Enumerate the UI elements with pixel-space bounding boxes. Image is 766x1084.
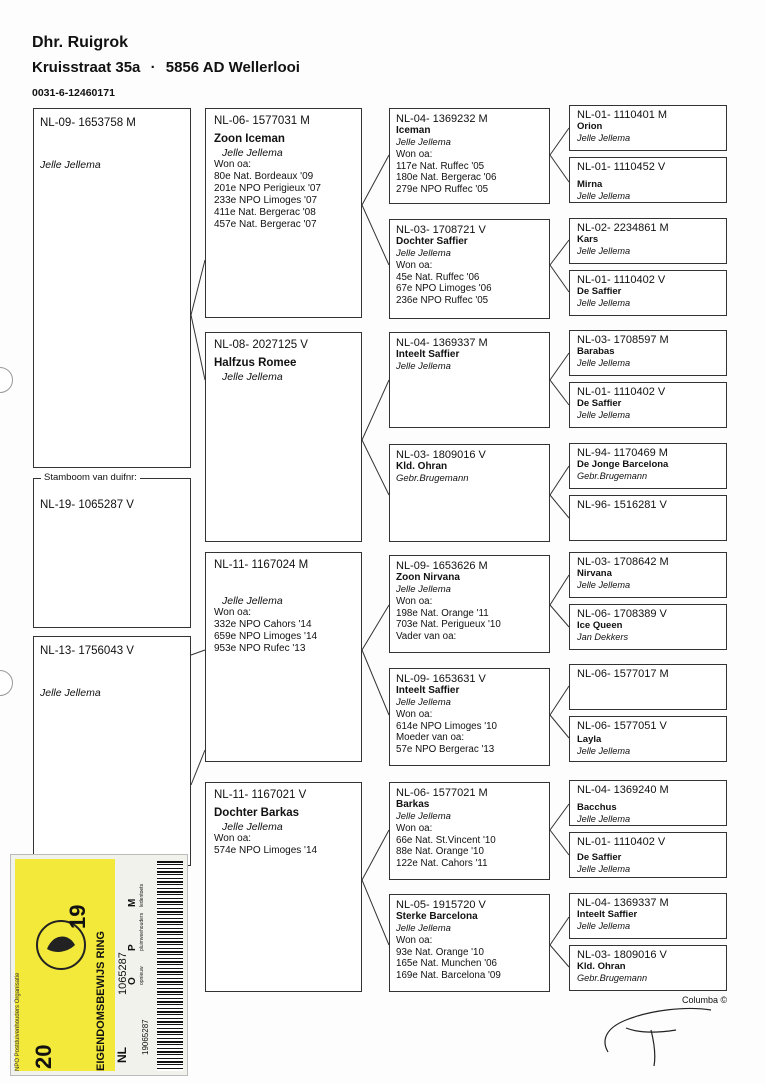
result-line: 80e Nat. Bordeaux '09 bbox=[214, 171, 314, 182]
sticker-country: NL bbox=[115, 1047, 129, 1063]
ring-number: NL-01- 1110452 V bbox=[577, 161, 666, 173]
pigeon-box-gggp-8 bbox=[569, 495, 727, 541]
result-line: Won oa: bbox=[396, 596, 433, 607]
sticker-year-a: 20 bbox=[31, 1044, 56, 1069]
breeder: Jelle Jellema bbox=[577, 580, 631, 590]
sticker-mark-o: O bbox=[127, 977, 138, 985]
breeder: Jelle Jellema bbox=[396, 137, 451, 148]
result-line: 236e NPO Ruffec '05 bbox=[396, 294, 489, 306]
pigeon-box-gggp-13 bbox=[569, 780, 727, 826]
breeder: Jelle Jellema bbox=[222, 595, 283, 607]
breeder: Jelle Jellema bbox=[396, 361, 451, 372]
owner-name: Dhr. Ruigrok bbox=[32, 34, 129, 51]
pigeon-name: Dochter Barkas bbox=[214, 807, 300, 819]
ring-number: NL-94- 1170469 M bbox=[577, 447, 668, 459]
ring-number: NL-01- 1110402 V bbox=[577, 274, 666, 286]
owner-street: Kruisstraat 35a bbox=[32, 59, 141, 76]
pigeon-box-subject bbox=[33, 478, 191, 628]
result-line: 233e NPO Limoges '07 bbox=[214, 195, 318, 206]
breeder: Jelle Jellema bbox=[577, 864, 631, 874]
pigeon-box-gggp-16 bbox=[569, 945, 727, 991]
pigeon-name: Halfzus Romee bbox=[214, 357, 297, 369]
result-line: 117e Nat. Ruffec '05 bbox=[396, 160, 485, 172]
ring-number: NL-08- 2027125 V bbox=[214, 339, 308, 351]
pigeon-box-gggp-4 bbox=[569, 270, 727, 316]
pigeon-box-ggp-1 bbox=[389, 108, 550, 204]
pigeon-name: Barabas bbox=[577, 346, 615, 357]
ring-number: NL-01- 1110402 V bbox=[577, 836, 666, 848]
pigeon-name: Inteelt Saffier bbox=[396, 349, 460, 360]
pigeon-box-ggp-3 bbox=[389, 332, 550, 428]
result-line: Won oa: bbox=[396, 709, 433, 720]
breeder: Gebr.Brugemann bbox=[577, 973, 648, 983]
pigeon-box-gggp-6 bbox=[569, 382, 727, 428]
pigeon-name: Inteelt Saffier bbox=[396, 685, 460, 696]
pigeon-box-ggp-5 bbox=[389, 555, 550, 653]
sticker-label-o: opnieuw bbox=[139, 966, 145, 985]
result-line: 198e Nat. Orange '11 bbox=[396, 607, 489, 619]
result-line: 180e Nat. Bergerac '06 bbox=[396, 172, 497, 183]
pigeon-box-grandparent-2 bbox=[205, 332, 362, 542]
breeder: Jelle Jellema bbox=[396, 584, 451, 595]
pigeon-box-sire bbox=[33, 108, 191, 468]
breeder: Jan Dekkers bbox=[577, 632, 629, 642]
breeder: Jelle Jellema bbox=[396, 923, 451, 934]
ring-number: NL-09- 1653631 V bbox=[396, 673, 486, 685]
ring-number: NL-96- 1516281 V bbox=[577, 499, 667, 511]
ring-number: NL-02- 2234861 M bbox=[577, 222, 669, 234]
result-line: 93e Nat. Orange '10 bbox=[396, 946, 484, 958]
ring-number: NL-06- 1577017 M bbox=[577, 668, 669, 680]
result-line: Won oa: bbox=[214, 833, 252, 844]
result-line: 703e Nat. Perigueux '10 bbox=[396, 619, 501, 630]
pigeon-box-gggp-14 bbox=[569, 832, 727, 878]
result-line: 169e Nat. Barcelona '09 bbox=[396, 969, 501, 981]
pigeon-box-ggp-7 bbox=[389, 782, 550, 880]
result-line: Won oa: bbox=[396, 260, 433, 271]
pigeon-box-ggp-6 bbox=[389, 668, 550, 766]
result-line: 201e NPO Perigieux '07 bbox=[214, 183, 321, 194]
pigeon-name: Kld. Ohran bbox=[396, 461, 448, 472]
copyright-mark: Columba © bbox=[682, 995, 728, 1005]
sticker-barcode bbox=[157, 861, 183, 1071]
breeder: Jelle Jellema bbox=[577, 921, 631, 931]
ring-number: NL-03- 1809016 V bbox=[577, 949, 667, 961]
breeder: Jelle Jellema bbox=[577, 746, 631, 756]
ring-number: NL-04- 1369232 M bbox=[396, 113, 488, 125]
ring-number: NL-06- 1577031 M bbox=[214, 115, 310, 127]
pigeon-box-dam bbox=[33, 636, 191, 866]
pigeon-name: Bacchus bbox=[577, 802, 617, 813]
ring-number: NL-03- 1708597 M bbox=[577, 334, 669, 346]
pigeon-box-ggp-4 bbox=[389, 444, 550, 542]
pigeon-name: De Jonge Barcelona bbox=[577, 459, 669, 470]
result-line: 66e Nat. St.Vincent '10 bbox=[396, 834, 496, 846]
result-line: Won oa: bbox=[396, 935, 433, 946]
pigeon-name: Mirna bbox=[577, 179, 603, 190]
ring-number: NL-01- 1110402 V bbox=[577, 386, 666, 398]
ring-number: NL-06- 1577021 M bbox=[396, 787, 488, 799]
pigeon-name: Zoon Iceman bbox=[214, 133, 285, 145]
pigeon-name: Zoon Nirvana bbox=[396, 572, 460, 583]
address-separator: · bbox=[150, 59, 156, 76]
ring-number: NL-06- 1577051 V bbox=[577, 720, 667, 732]
ring-number: NL-03- 1809016 V bbox=[396, 449, 486, 461]
ring-number: NL-01- 1110401 M bbox=[577, 109, 668, 121]
pigeon-box-grandparent-1 bbox=[205, 108, 362, 318]
pigeon-name: Sterke Barcelona bbox=[396, 911, 478, 922]
pigeon-box-gggp-15 bbox=[569, 893, 727, 939]
sticker-label-p: pluimveehouders bbox=[139, 912, 145, 951]
breeder: Jelle Jellema bbox=[396, 811, 451, 822]
pigeon-name: Iceman bbox=[396, 125, 431, 136]
sticker-barcode-number: 19065287 bbox=[141, 1019, 150, 1055]
ring-number: NL-03- 1708642 M bbox=[577, 556, 669, 568]
ring-number: NL-05- 1915720 V bbox=[396, 899, 486, 911]
ring-number: NL-03- 1708721 V bbox=[396, 224, 486, 236]
pigeon-box-gggp-11 bbox=[569, 664, 727, 710]
breeder: Jelle Jellema bbox=[396, 697, 451, 708]
pigeon-box-gggp-10 bbox=[569, 604, 727, 650]
ownership-ring-sticker bbox=[10, 854, 188, 1076]
breeder: Jelle Jellema bbox=[222, 821, 283, 833]
ring-number: NL-09- 1653626 M bbox=[396, 560, 488, 572]
ring-number: NL-11- 1167021 V bbox=[214, 789, 307, 801]
sticker-ring-number: 1065287 bbox=[117, 952, 129, 995]
ring-number: NL-06- 1708389 V bbox=[577, 608, 667, 620]
pigeon-box-grandparent-3 bbox=[205, 552, 362, 762]
breeder: Jelle Jellema bbox=[40, 687, 101, 699]
pigeon-name: Nirvana bbox=[577, 568, 612, 579]
breeder: Jelle Jellema bbox=[40, 159, 101, 171]
breeder: Jelle Jellema bbox=[577, 814, 631, 824]
pigeon-name: Orion bbox=[577, 121, 603, 132]
result-line: Moeder van oa: bbox=[396, 732, 465, 743]
sticker-label-m: ledentoets bbox=[139, 883, 145, 907]
pigeon-name: Layla bbox=[577, 734, 602, 745]
result-line: 659e NPO Limoges '14 bbox=[214, 631, 318, 642]
breeder: Jelle Jellema bbox=[577, 191, 631, 201]
pigeon-name: De Saffier bbox=[577, 852, 622, 863]
breeder: Jelle Jellema bbox=[577, 410, 631, 420]
ring-number: NL-13- 1756043 V bbox=[40, 645, 134, 657]
sticker-mark-m: M bbox=[127, 898, 138, 907]
pigeon-box-gggp-1 bbox=[569, 105, 727, 151]
pigeon-box-gggp-5 bbox=[569, 330, 727, 376]
ring-number: NL-04- 1369337 M bbox=[577, 897, 669, 909]
ring-number: NL-04- 1369240 M bbox=[577, 784, 669, 796]
result-line: 45e Nat. Ruffec '06 bbox=[396, 271, 480, 283]
result-line: 165e Nat. Munchen '06 bbox=[396, 958, 497, 969]
owner-phone: 0031-6-12460171 bbox=[32, 87, 115, 99]
result-line: Won oa: bbox=[396, 823, 433, 834]
result-line: 279e NPO Ruffec '05 bbox=[396, 183, 489, 195]
pigeon-box-ggp-2 bbox=[389, 219, 550, 319]
result-line: 57e NPO Bergerac '13 bbox=[396, 743, 495, 755]
result-line: 953e NPO Rufec '13 bbox=[214, 643, 306, 654]
result-line: 88e Nat. Orange '10 bbox=[396, 846, 484, 857]
ring-number: NL-09- 1653758 M bbox=[40, 117, 136, 129]
ring-number: NL-04- 1369337 M bbox=[396, 337, 488, 349]
result-line: 332e NPO Cahors '14 bbox=[214, 619, 312, 630]
breeder: Jelle Jellema bbox=[222, 371, 283, 383]
sticker-mark-p: P bbox=[127, 944, 138, 951]
breeder: Jelle Jellema bbox=[577, 298, 631, 308]
sticker-org-text: NPO Postduivenhouders Organisatie bbox=[15, 972, 21, 1071]
ring-number: NL-19- 1065287 V bbox=[40, 499, 134, 511]
result-line: Vader van oa: bbox=[396, 630, 457, 642]
breeder: Jelle Jellema bbox=[396, 248, 451, 259]
pigeon-box-gggp-7 bbox=[569, 443, 727, 489]
result-line: Won oa: bbox=[396, 149, 433, 160]
handwritten-signature bbox=[596, 1000, 726, 1070]
result-line: 67e NPO Limoges '06 bbox=[396, 283, 492, 294]
stamboom-label: Stamboom van duifnr: bbox=[41, 472, 140, 483]
pigeon-name: Kld. Ohran bbox=[577, 961, 626, 972]
result-line: Won oa: bbox=[214, 159, 252, 170]
breeder: Gebr.Brugemann bbox=[396, 473, 469, 484]
pigeon-name: Kars bbox=[577, 234, 599, 245]
pigeon-name: De Saffier bbox=[577, 398, 622, 409]
result-line: 411e Nat. Bergerac '08 bbox=[214, 207, 316, 218]
pigeon-box-gggp-12 bbox=[569, 716, 727, 762]
pigeon-box-gggp-9 bbox=[569, 552, 727, 598]
pigeon-name: Inteelt Saffier bbox=[577, 909, 638, 920]
result-line: Won oa: bbox=[214, 607, 252, 618]
ring-number: NL-11- 1167024 M bbox=[214, 559, 309, 571]
result-line: 614e NPO Limoges '10 bbox=[396, 720, 497, 732]
result-line: 574e NPO Limoges '14 bbox=[214, 845, 318, 856]
pigeon-box-grandparent-4 bbox=[205, 782, 362, 992]
breeder: Jelle Jellema bbox=[577, 246, 631, 256]
breeder: Jelle Jellema bbox=[577, 358, 631, 368]
sticker-title: EIGENDOMSBEWIJS RING bbox=[95, 931, 107, 1071]
breeder: Jelle Jellema bbox=[222, 147, 283, 159]
sticker-year-b: 19 bbox=[65, 904, 90, 929]
owner-city: 5856 AD Wellerlooi bbox=[165, 59, 300, 76]
pigeon-box-ggp-8 bbox=[389, 894, 550, 992]
breeder: Jelle Jellema bbox=[577, 133, 631, 143]
pigeon-name: Dochter Saffier bbox=[396, 236, 468, 247]
breeder: Gebr.Brugemann bbox=[577, 471, 648, 481]
pigeon-box-gggp-2 bbox=[569, 157, 727, 203]
pigeon-box-gggp-3 bbox=[569, 218, 727, 264]
result-line: 122e Nat. Cahors '11 bbox=[396, 857, 488, 869]
pigeon-name: Ice Queen bbox=[577, 620, 623, 631]
pigeon-name: Barkas bbox=[396, 799, 430, 810]
result-line: 457e Nat. Bergerac '07 bbox=[214, 219, 317, 230]
pigeon-name: De Saffier bbox=[577, 286, 622, 297]
